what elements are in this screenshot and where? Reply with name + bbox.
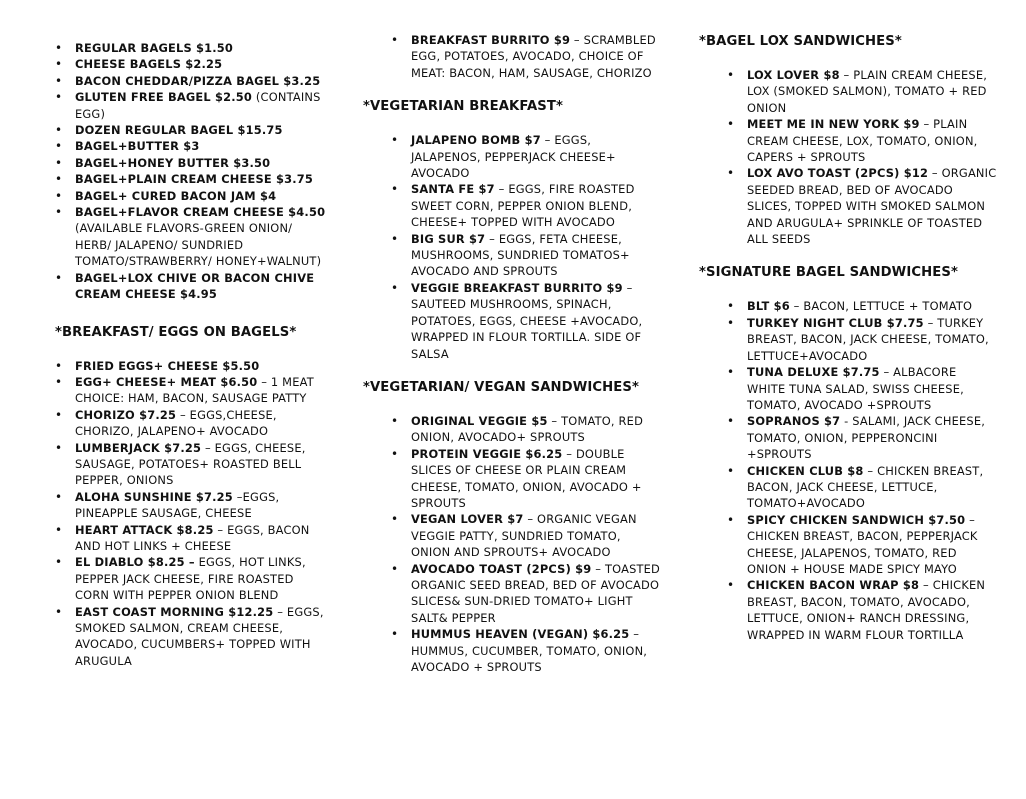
menu-item: • ORIGINAL VEGGIE $5 – TOMATO, RED ONION, AVOCADO+ SPROUTS [411,413,662,446]
menu-item: • BIG SUR $7 – EGGS, FETA CHEESE, MUSHROOMS, SUNDRIED TOMATOS+ AVOCADO AND SPROUTS [411,231,662,280]
menu-item: • JALAPENO BOMB $7 – EGGS, JALAPENOS, PEPPERJACK CHEESE+ AVOCADO [411,132,662,181]
bagels-list [54,40,326,303]
menu-item: • BLT $6 – BACON, LETTUCE + TOMATO [747,298,998,314]
menu-column-3 [698,0,998,643]
menu-item: • HEART ATTACK $8.25 – EGGS, BACON AND HOT LINKS + CHEESE [75,522,326,555]
menu-item: • BAGEL+ CURED BACON JAM $4 [75,188,326,204]
menu-item: • CHEESE BAGELS $2.25 [75,56,326,72]
menu-item: • LOX LOVER $8 – PLAIN CREAM CHEESE, LOX (SMOKED SALMON), TOMATO + RED ONION [747,67,998,116]
menu-item: • EAST COAST MORNING $12.25 – EGGS, SMOKED SALMON, CREAM CHEESE, AVOCADO, CUCUMBERS+ TOPPED WITH ARUGULA [75,604,326,670]
menu-item: • SANTA FE $7 – EGGS, FIRE ROASTED SWEET CORN, PEPPER ONION BLEND, CHEESE+ TOPPED WITH AVOCADO [411,181,662,230]
menu-item: • BAGEL+BUTTER $3 [75,138,326,154]
section-heading-lox-sandwiches: *BAGEL LOX SANDWICHES* [699,34,902,49]
menu-column-2 [362,0,662,675]
menu-item: • MEET ME IN NEW YORK $9 – PLAIN CREAM CHEESE, LOX, TOMATO, ONION, CAPERS + SPROUTS [747,116,998,165]
menu-item: • TUNA DELUXE $7.75 – ALBACORE WHITE TUNA SALAD, SWISS CHEESE, TOMATO, AVOCADO +SPROUTS [747,364,998,413]
menu-item: • VEGAN LOVER $7 – ORGANIC VEGAN VEGGIE PATTY, SUNDRIED TOMATO, ONION AND SPROUTS+ AVOCADO [411,511,662,560]
menu-item: • ALOHA SUNSHINE $7.25 –EGGS, PINEAPPLE SAUSAGE, CHEESE [75,489,326,522]
menu-item: • HUMMUS HEAVEN (VEGAN) $6.25 – HUMMUS, CUCUMBER, TOMATO, ONION, AVOCADO + SPROUTS [411,626,662,675]
menu-item: • BAGEL+LOX CHIVE OR BACON CHIVE CREAM CHEESE $4.95 [75,270,326,303]
menu-column-1 [54,0,326,669]
section-heading-vegan-sandwiches: *VEGETARIAN/ VEGAN SANDWICHES* [363,379,639,395]
section-heading-signature-sandwiches: *SIGNATURE BAGEL SANDWICHES* [699,265,958,281]
menu-item: • EGG+ CHEESE+ MEAT $6.50 – 1 MEAT CHOICE: HAM, BACON, SAUSAGE PATTY [75,374,326,407]
menu-item: • GLUTEN FREE BAGEL $2.50 (CONTAINS EGG) [75,89,326,122]
menu-item: • LUMBERJACK $7.25 – EGGS, CHEESE, SAUSAGE, POTATOES+ ROASTED BELL PEPPER, ONIONS [75,440,326,489]
menu-item: • EL DIABLO $8.25 – EGGS, HOT LINKS, PEPPER JACK CHEESE, FIRE ROASTED CORN WITH PEPPER ONION BLEND [75,554,326,603]
menu-item: • BREAKFAST BURRITO $9 – SCRAMBLED EGG, POTATOES, AVOCADO, CHOICE OF MEAT: BACON, HAM, SAUSAGE, CHORIZO [411,32,662,81]
signature-sandwiches-list [698,298,998,643]
lox-sandwiches-list [698,67,998,247]
breakfast-burrito-list [362,32,662,81]
menu-item: • FRIED EGGS+ CHEESE $5.50 [75,358,326,374]
menu-item: • DOZEN REGULAR BAGEL $15.75 [75,122,326,138]
menu-item: • CHICKEN CLUB $8 – CHICKEN BREAST, BACON, JACK CHEESE, LETTUCE, TOMATO+AVOCADO [747,463,998,512]
menu-item: • BACON CHEDDAR/PIZZA BAGEL $3.25 [75,73,326,89]
menu-item: • TURKEY NIGHT CLUB $7.75 – TURKEY BREAST, BACON, JACK CHEESE, TOMATO, LETTUCE+AVOCADO [747,315,998,364]
menu-item: • LOX AVO TOAST (2PCS) $12 – ORGANIC SEEDED BREAD, BED OF AVOCADO SLICES, TOPPED WITH SMOKED SALMON AND ARUGULA+ SPRINKLE OF TOASTED ALL SEEDS [747,165,998,247]
vegetarian-breakfast-list [362,132,662,362]
breakfast-eggs-list [54,358,326,670]
menu-item: • BAGEL+PLAIN CREAM CHEESE $3.75 [75,171,326,187]
menu-item: • SPICY CHICKEN SANDWICH $7.50 – CHICKEN BREAST, BACON, PEPPERJACK CHEESE, JALAPENOS, TOMATO, RED ONION + HOUSE MADE SPICY MAYO [747,512,998,578]
menu-item: • CHORIZO $7.25 – EGGS,CHEESE, CHORIZO, JALAPENO+ AVOCADO [75,407,326,440]
menu-item: • BAGEL+HONEY BUTTER $3.50 [75,155,326,171]
menu-item: • CHICKEN BACON WRAP $8 – CHICKEN BREAST, BACON, TOMATO, AVOCADO, LETTUCE, ONION+ RANCH DRESSING, WRAPPED IN WARM FLOUR TORTILLA [747,577,998,643]
section-heading-vegetarian-breakfast: *VEGETARIAN BREAKFAST* [363,99,563,115]
menu-item: • BAGEL+FLAVOR CREAM CHEESE $4.50 (AVAILABLE FLAVORS-GREEN ONION/ HERB/ JALAPENO/ SUNDRIED TOMATO/STRAWBERRY/ HONEY+WALNUT) [75,204,326,270]
menu-item: • AVOCADO TOAST (2PCS) $9 – TOASTED ORGANIC SEED BREAD, BED OF AVOCADO SLICES& SUN-DRIED TOMATO+ LIGHT SALT& PEPPER [411,561,662,627]
section-heading-breakfast-eggs: *BREAKFAST/ EGGS ON BAGELS* [55,324,297,340]
menu-item: • PROTEIN VEGGIE $6.25 – DOUBLE SLICES OF CHEESE OR PLAIN CREAM CHEESE, TOMATO, ONION, AVOCADO + SPROUTS [411,446,662,512]
menu-item: • VEGGIE BREAKFAST BURRITO $9 – SAUTEED MUSHROOMS, SPINACH, POTATOES, EGGS, CHEESE +AVOCADO, WRAPPED IN FLOUR TORTILLA. SIDE OF SALSA [411,280,662,362]
vegan-sandwiches-list [362,413,662,676]
menu-item: • SOPRANOS $7 - SALAMI, JACK CHEESE, TOMATO, ONION, PEPPERONCINI +SPROUTS [747,413,998,462]
menu-item: • REGULAR BAGELS $1.50 [75,40,326,56]
